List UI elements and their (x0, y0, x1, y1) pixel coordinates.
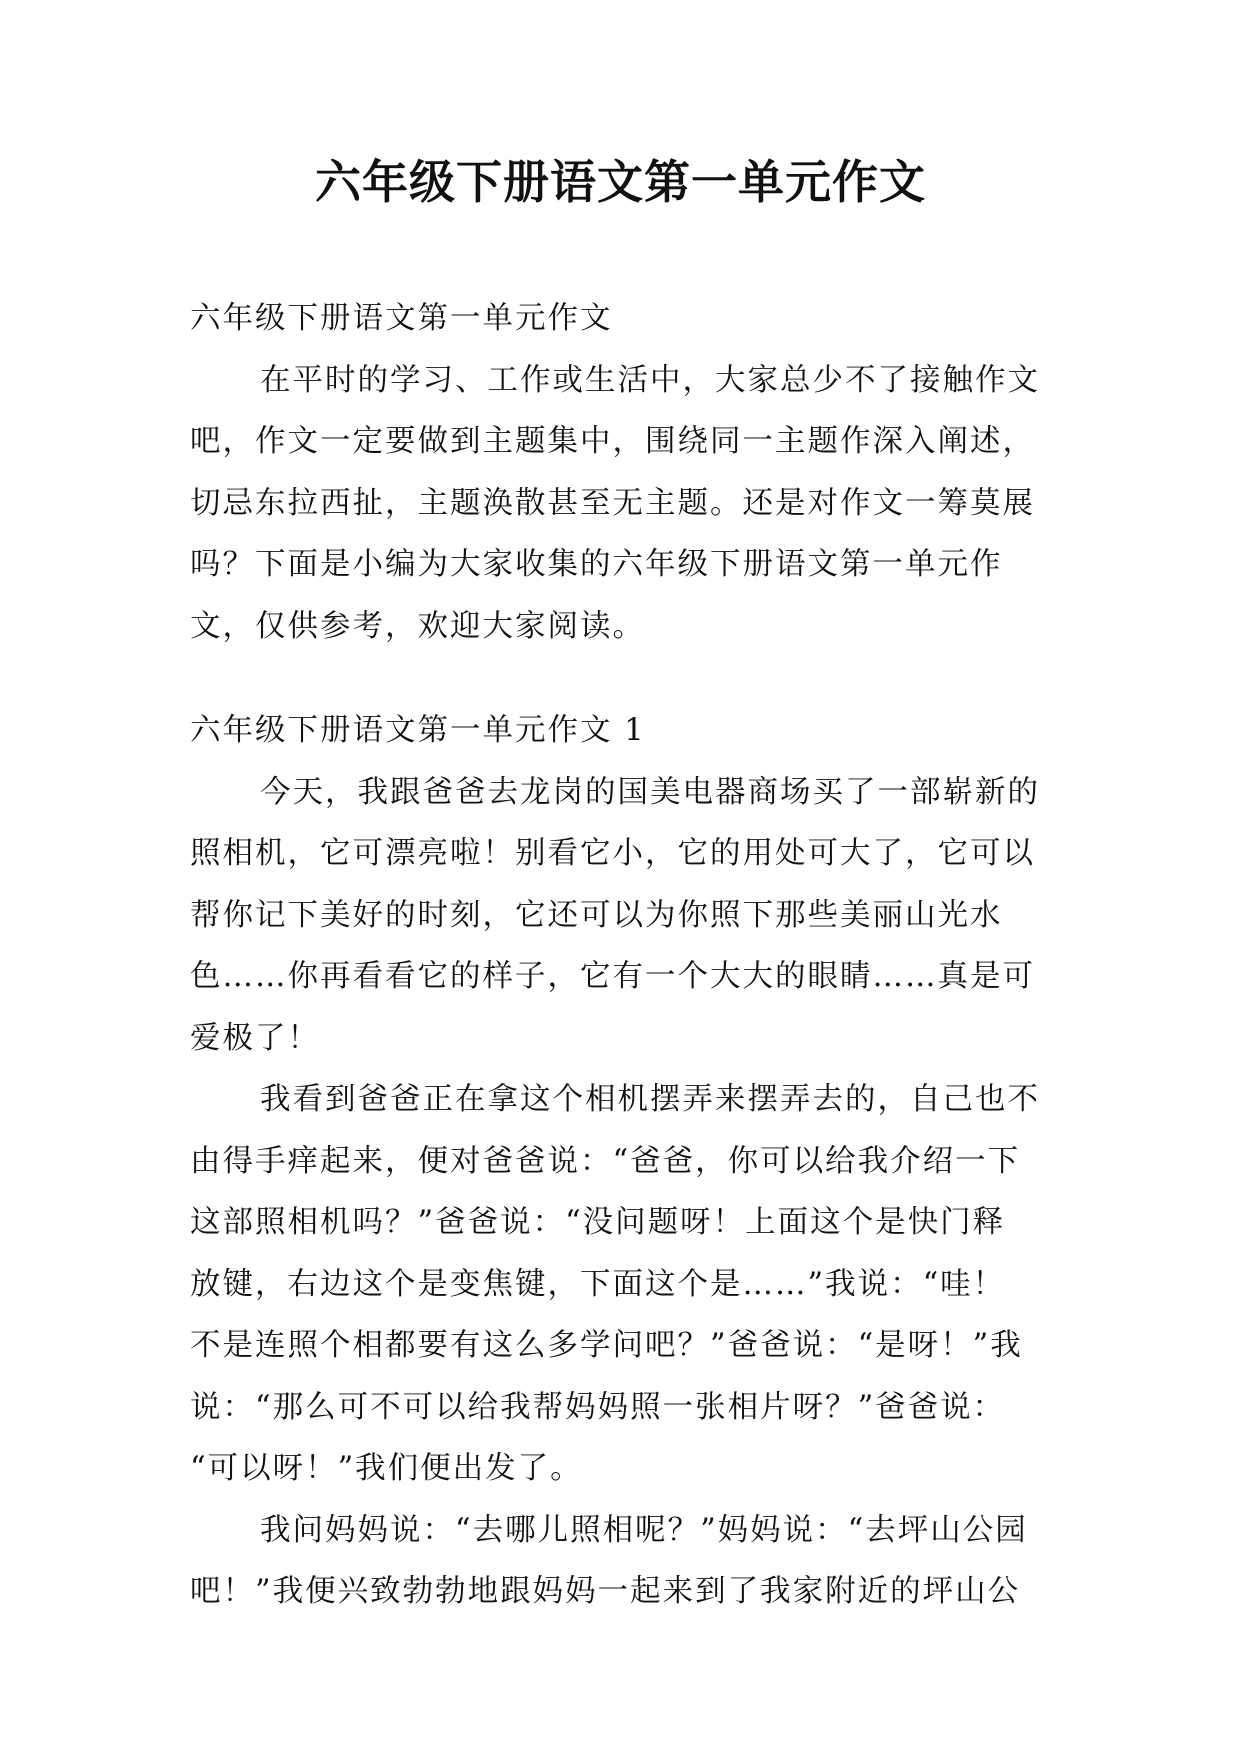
text-line: 吗？下面是小编为大家收集的六年级下册语文第一单元作 (190, 547, 1003, 582)
text-line: 色……你再看看它的样子，它有一个大大的眼睛……真是可 (190, 959, 1035, 994)
text-line: 照相机，它可漂亮啦！别看它小，它的用处可大了，它可以 (190, 836, 1035, 871)
essay-heading: 六年级下册语文第一单元作文 1 (190, 713, 646, 748)
text-line: 这部照相机吗？”爸爸说：“没问题呀！上面这个是快门释 (190, 1205, 1006, 1240)
text-line: “可以呀！”我们便出发了。 (190, 1451, 583, 1486)
text-line: 切忌东拉西扯，主题涣散甚至无主题。还是对作文一筹莫展 (190, 485, 1035, 521)
intro-paragraph (190, 350, 1052, 658)
text-line: 吧，作文一定要做到主题集中，围绕同一主题作深入阐述， (190, 424, 1035, 459)
essay-paragraph-1 (190, 762, 1052, 1070)
text-line: 不是连照个相都要有这么多学问吧？”爸爸说：“是呀！”我 (190, 1328, 1023, 1363)
text-line: 帮你记下美好的时刻，它还可以为你照下那些美丽山光水 (190, 897, 1003, 933)
text-line: 由得手痒起来，便对爸爸说：“爸爸，你可以给我介绍一下 (190, 1143, 1021, 1179)
paragraph-spacer (190, 657, 1052, 700)
document-title: 六年级下册语文第一单元作文 (315, 155, 926, 209)
essay-paragraph-2 (190, 1069, 1052, 1500)
text-line: 吧！”我便兴致勃勃地跟妈妈一起来到了我家附近的坪山公 (190, 1574, 1021, 1609)
text-line: 今天，我跟爸爸去龙岗的国美电器商场买了一部崭新的 (260, 774, 1040, 810)
text-line: 我看到爸爸正在拿这个相机摆弄来摆弄去的，自己也不 (260, 1082, 1040, 1117)
document-body (190, 288, 1052, 1623)
text-line: 文，仅供参考，欢迎大家阅读。 (190, 608, 645, 644)
text-line: 在平时的学习、工作或生活中，大家总少不了接触作文 (260, 362, 1040, 398)
section-heading: 六年级下册语文第一单元作文 (190, 301, 613, 336)
text-line: 爱极了！ (190, 1020, 320, 1056)
text-line: 说：“那么可不可以给我帮妈妈照一张相片呀？”爸爸说： (190, 1389, 1006, 1425)
text-line: 放键，右边这个是变焦键，下面这个是……”我说：“哇！ (190, 1266, 1006, 1302)
essay-paragraph-3 (190, 1500, 1052, 1623)
text-line: 我问妈妈说：“去哪儿照相呢？”妈妈说：“去坪山公园 (260, 1512, 1028, 1548)
